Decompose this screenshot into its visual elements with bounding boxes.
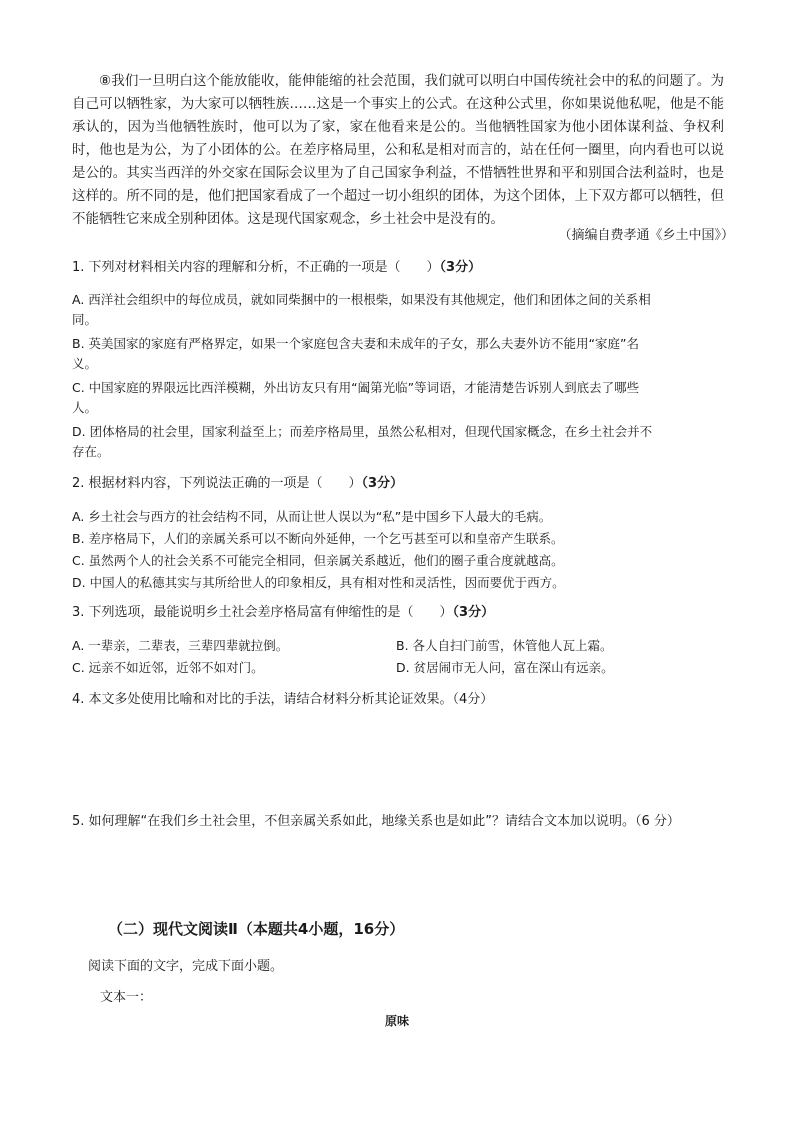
question-5: 5. 如何理解“在我们乡土社会里，不但亲属关系如此，地缘关系也是如此”？请结合文本加以说明。（6 分）: [72, 814, 680, 829]
question-3-stem: 3. 下列选项，最能说明乡土社会差序格局富有伸缩性的是（ ）: [72, 605, 453, 620]
section-2-instruction: 阅读下面的文字，完成下面小题。: [88, 959, 284, 974]
q3-option-d: D. 贫居闹市无人问，富在深山有远亲。: [396, 660, 614, 675]
question-2: [72, 474, 732, 494]
q1-option-b-line2: 义。: [72, 356, 98, 371]
article-title: 原味: [384, 1014, 409, 1028]
q1-option-d-line2: 存在。: [72, 444, 110, 459]
question-2-score: （3分）: [361, 476, 404, 491]
q1-option-a-line1: A. 西洋社会组织中的每位成员，就如同柴捆中的一根根柴，如果没有其他规定，他们和团体之间的关系相: [72, 292, 651, 307]
q1-option-d-line1: D. 团体格局的社会里，国家利益至上；而差序格局里，虽然公私相对，但现代国家概念，在乡土社会并不: [72, 424, 653, 439]
question-2-stem: 2. 根据材料内容，下列说法正确的一项是（ ）: [72, 476, 362, 491]
q2-option-c: C. 虽然两个人的社会关系不可能完全相同，但亲属关系越近，他们的圈子重合度就越高。: [72, 553, 564, 568]
q1-option-b-line1: B. 英美国家的家庭有严格界定，如果一个家庭包含夫妻和未成年的子女，那么夫妻外访不能用“家庭”名: [72, 336, 639, 351]
q1-option-c-line2: 人。: [72, 400, 98, 415]
q3-option-c: C. 远亲不如近邻，近邻不如对门。: [72, 660, 264, 675]
question-4: 4. 本文多处使用比喻和对比的手法，请结合材料分析其论证效果。（4分）: [72, 692, 494, 707]
question-1-stem: 1. 下列对材料相关内容的理解和分析，不正确的一项是（ ）: [72, 260, 440, 275]
section-2-title: （二）现代文阅读Ⅱ（本题共4小题，16分）: [108, 920, 405, 938]
q1-option-a-line2: 同。: [72, 312, 98, 327]
question-1-score: （3分）: [439, 260, 482, 275]
q2-option-b: B. 差序格局下，人们的亲属关系可以不断向外延伸，一个乞丐甚至可以和皇帝产生联系。: [72, 531, 564, 546]
passage-paragraph-8: [72, 70, 724, 231]
question-3: [72, 603, 732, 623]
question-1: [72, 258, 732, 278]
passage-text: ⑧我们一旦明白这个能放能收，能伸能缩的社会范围，我们就可以明白中国传统社会中的私的问题了。为自己可以牺牲家，为大家可以牺牲族……这是一个事实上的公式。在这种公式里，你如果说他私呢，他是不能承认的，因为当他牺牲族时，他可以为了家，家在他看来是公的。当他牺牲国家为他小团体谋利益、争权利时，他也是为公，为了小团体的公。在差序格局里，公和私是相对而言的，站在任何一圈里，向内看也可以说是公的。其实当西洋的外交家在国际会议里为了自己国家争利益，不惜牺牲世界和平和别国合法利益时，也是这样的。所不同的是，他们把国家看成了一个超过一切小组织的团体，为这个团体，上下双方都可以牺牲，但不能牺牲它来成全别种团体。这是现代国家观念，乡土社会中是没有的。: [72, 73, 724, 227]
q3-option-a: A. 一辈亲，二辈表，三辈四辈就拉倒。: [72, 638, 289, 653]
q2-option-a: A. 乡土社会与西方的社会结构不同，从而让世人误以为“私”是中国乡下人最大的毛病。: [72, 509, 552, 524]
passage-source: （摘编自费孝通《乡土中国》）: [558, 228, 734, 243]
text-one-label: 文本一：: [100, 990, 153, 1005]
q2-option-d: D. 中国人的私德其实与其所给世人的印象相反，具有相对性和灵活性，因而要优于西方。: [72, 575, 565, 590]
q3-option-b: B. 各人自扫门前雪，休管他人瓦上霜。: [396, 638, 613, 653]
q1-option-c-line1: C. 中国家庭的界限远比西洋模糊，外出访友只有用“阖第光临”等词语，才能清楚告诉别人到底去了哪些: [72, 380, 640, 395]
question-3-score: （3分）: [452, 605, 495, 620]
